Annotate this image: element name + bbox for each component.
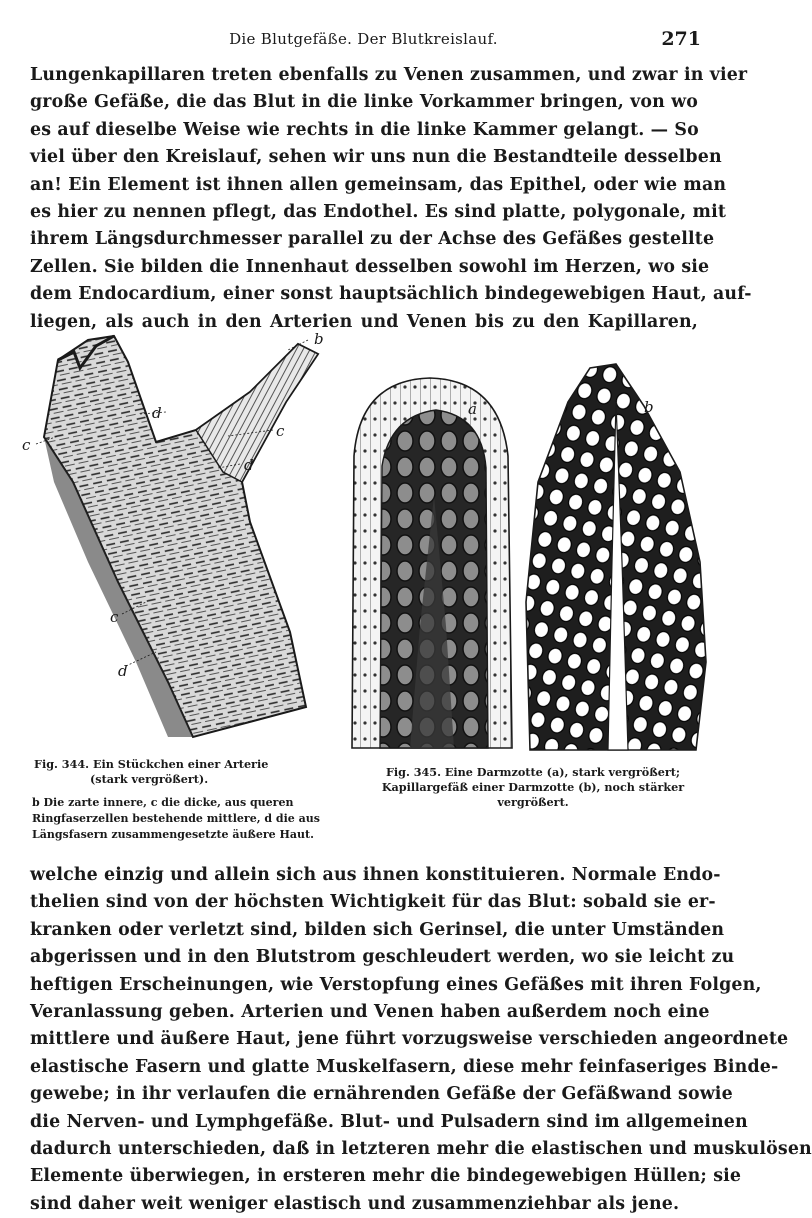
- page-number: 271: [661, 28, 701, 50]
- figure-345b-capillary-net: [520, 362, 710, 750]
- fig344-label-c-left: c: [22, 436, 31, 454]
- text-line: es hier zu nennen pflegt, das Endothel. Es sind platte, polygonale, mit: [30, 202, 727, 223]
- text-line: viel über den Kreislauf, sehen wir uns nun die Bestandteile desselben: [30, 147, 722, 168]
- caption-line: Kapillargefäß einer Darmzotte (b), noch stärker: [381, 780, 685, 794]
- fig344-label-c-lower: c: [110, 608, 119, 626]
- body-paragraph-2: [30, 862, 812, 1218]
- text-line: es auf dieselbe Weise wie rechts in die linke Kammer gelangt. — So: [30, 119, 699, 140]
- caption-line: vergrößert.: [497, 795, 569, 809]
- fig344-label-b: b: [314, 330, 324, 348]
- legend-line: b Die zarte innere, c die dicke, aus queren: [32, 796, 294, 809]
- text-line: die Nerven- und Lymphgefäße. Blut- und Pulsadern sind im allgemeinen: [30, 1111, 748, 1132]
- figure-344-artery: [18, 332, 336, 752]
- text-line: Lungenkapillaren treten ebenfalls zu Venen zusammen, und zwar in vier: [30, 65, 748, 85]
- text-line: elastische Fasern und glatte Muskelfasern, diese mehr feinfaseriges Binde-: [30, 1056, 779, 1077]
- text-line: sind daher weit weniger elastisch und zusammenziehbar als jene.: [30, 1193, 680, 1214]
- text-line: heftigen Erscheinungen, wie Verstopfung eines Gefäßes mit ihren Folgen,: [30, 974, 762, 995]
- caption-title-line: Fig. 344. Ein Stückchen einer Arterie: [34, 757, 269, 771]
- fig344-label-d-right: d: [244, 456, 254, 474]
- fig344-label-c-right: c: [276, 422, 285, 440]
- text-line: dem Endocardium, einer sonst hauptsächlich bindegewebigen Haut, auf-: [30, 284, 752, 305]
- legend-line: Längsfasern zusammengesetzte äußere Haut.: [32, 828, 314, 841]
- body-paragraph-1: [30, 62, 752, 336]
- figure-345-caption: [358, 765, 708, 810]
- fig345-label-b: b: [644, 398, 654, 416]
- legend-line: Ringfaserzellen bestehende mittlere, d die aus: [32, 812, 320, 825]
- capillary-illustration: [520, 362, 710, 750]
- text-line: dadurch unterschieden, daß in letzteren mehr die elastischen und muskulösen: [30, 1139, 812, 1160]
- text-line: kranken oder verletzt sind, bilden sich Gerinsel, die unter Umständen: [30, 919, 725, 940]
- text-line: liegen, als auch in den Arterien und Venen bis zu den Kapillaren,: [30, 311, 698, 332]
- figure-344-caption: [34, 757, 334, 787]
- text-line: welche einzig und allein sich aus ihnen konstituieren. Normale Endo-: [30, 865, 721, 885]
- fig344-label-d-lower: d: [118, 662, 128, 680]
- fig344-label-d-upper: d: [152, 404, 162, 422]
- figure-344-legend: [32, 795, 337, 843]
- artery-illustration: [18, 332, 336, 752]
- figure-345a-villus: [350, 376, 522, 748]
- caption-title-line: (stark vergrößert).: [90, 772, 209, 786]
- running-head: [0, 28, 727, 52]
- caption-line: Fig. 345. Eine Darmzotte (a), stark vergrößert;: [385, 765, 681, 779]
- running-title: Die Blutgefäße. Der Blutkreislauf.: [229, 30, 498, 48]
- text-line: thelien sind von der höchsten Wichtigkeit für das Blut: sobald sie er-: [30, 892, 716, 913]
- text-line: große Gefäße, die das Blut in die linke Vorkammer bringen, von wo: [30, 92, 699, 113]
- text-line: Zellen. Sie bilden die Innenhaut desselben sowohl im Herzen, wo sie: [30, 256, 710, 277]
- text-line: ihrem Längsdurchmesser parallel zu der Achse des Gefäßes gestellte: [30, 229, 715, 250]
- text-line: abgerissen und in den Blutstrom geschleudert werden, wo sie leicht zu: [30, 947, 735, 968]
- villus-illustration: [350, 376, 522, 748]
- text-line: Veranlassung geben. Arterien und Venen haben außerdem noch eine: [30, 1002, 710, 1023]
- text-line: mittlere und äußere Haut, jene führt vorzugsweise verschieden angeordnete: [30, 1029, 789, 1050]
- text-line: gewebe; in ihr verlaufen die ernährenden Gefäße der Gefäßwand sowie: [30, 1084, 733, 1105]
- text-line: an! Ein Element ist ihnen allen gemeinsam, das Epithel, oder wie man: [30, 174, 727, 195]
- fig345-label-a: a: [468, 400, 477, 418]
- text-line: Elemente überwiegen, in ersteren mehr die bindegewebigen Hüllen; sie: [30, 1166, 742, 1187]
